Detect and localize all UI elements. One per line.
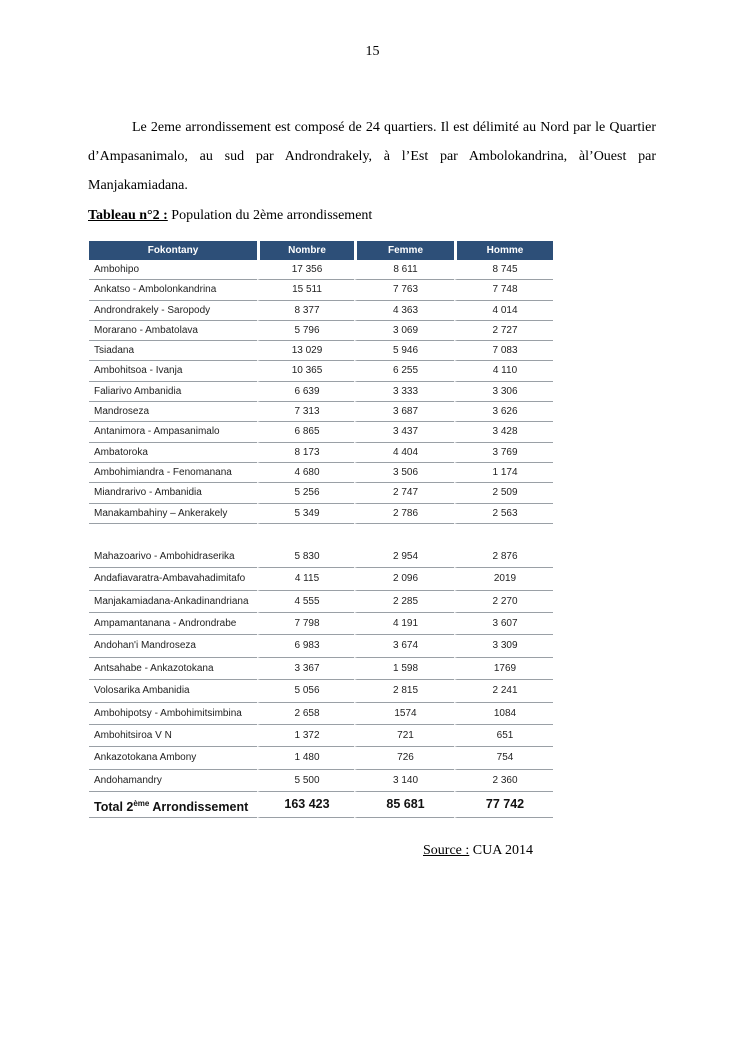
fokontany-cell: Miandrarivo - Ambanidia [89, 483, 257, 503]
nombre-cell: 10 365 [257, 361, 354, 381]
femme-cell: 5 946 [354, 341, 454, 361]
femme-cell: 726 [354, 747, 454, 769]
nombre-cell: 5 500 [257, 770, 354, 792]
fokontany-cell: Ambohitsoa - Ivanja [89, 361, 257, 381]
total-femme: 85 681 [354, 792, 454, 818]
femme-cell: 7 763 [354, 280, 454, 300]
fokontany-cell: Androndrakely - Saropody [89, 301, 257, 321]
population-table [89, 241, 553, 818]
table-row [89, 568, 553, 590]
fokontany-cell: Ampamantanana - Androndrabe [89, 613, 257, 635]
source-label: Source : [423, 843, 470, 858]
nombre-cell: 5 056 [257, 680, 354, 702]
table-row [89, 703, 553, 725]
fokontany-cell: Manjakamiadana-Ankadinandriana [89, 591, 257, 613]
homme-cell: 2 509 [454, 483, 553, 503]
table-row [89, 443, 553, 463]
femme-cell: 3 333 [354, 382, 454, 402]
homme-cell: 754 [454, 747, 553, 769]
fokontany-cell: Ambohipotsy - Ambohimitsimbina [89, 703, 257, 725]
table-row [89, 635, 553, 657]
table-row [89, 402, 553, 422]
homme-cell: 1769 [454, 658, 553, 680]
fokontany-cell: Ankazotokana Ambony [89, 747, 257, 769]
page-number: 15 [365, 44, 380, 59]
nombre-cell: 5 349 [257, 504, 354, 524]
fokontany-cell: Volosarika Ambanidia [89, 680, 257, 702]
table-row [89, 422, 553, 442]
nombre-cell: 5 256 [257, 483, 354, 503]
femme-cell: 3 506 [354, 463, 454, 483]
homme-cell: 4 014 [454, 301, 553, 321]
caption-label: Tableau n°2 : [88, 208, 168, 223]
header-homme: Homme [454, 241, 553, 260]
nombre-cell: 5 830 [257, 546, 354, 568]
homme-cell: 2 270 [454, 591, 553, 613]
fokontany-cell: Morarano - Ambatolava [89, 321, 257, 341]
homme-cell: 2 727 [454, 321, 553, 341]
nombre-cell: 8 173 [257, 443, 354, 463]
fokontany-cell: Tsiadana [89, 341, 257, 361]
nombre-cell: 6 865 [257, 422, 354, 442]
table-row [89, 260, 553, 280]
nombre-cell: 8 377 [257, 301, 354, 321]
femme-cell: 3 140 [354, 770, 454, 792]
header-fokontany: Fokontany [89, 241, 257, 260]
homme-cell: 8 745 [454, 260, 553, 280]
homme-cell: 1 174 [454, 463, 553, 483]
femme-cell: 3 437 [354, 422, 454, 442]
nombre-cell: 7 313 [257, 402, 354, 422]
homme-cell: 651 [454, 725, 553, 747]
nombre-cell: 13 029 [257, 341, 354, 361]
nombre-cell: 6 639 [257, 382, 354, 402]
fokontany-cell: Ambatoroka [89, 443, 257, 463]
source-text: CUA 2014 [469, 843, 534, 858]
homme-cell: 2 360 [454, 770, 553, 792]
total-row [89, 792, 553, 818]
femme-cell: 3 069 [354, 321, 454, 341]
total-homme: 77 742 [454, 792, 553, 818]
table-header [89, 241, 553, 260]
fokontany-cell: Antanimora - Ampasanimalo [89, 422, 257, 442]
total-nombre: 163 423 [257, 792, 354, 818]
table-row [89, 680, 553, 702]
table-spacer [89, 524, 553, 546]
nombre-cell: 15 511 [257, 280, 354, 300]
femme-cell: 6 255 [354, 361, 454, 381]
femme-cell: 721 [354, 725, 454, 747]
table-row [89, 321, 553, 341]
fokontany-cell: Manakambahiny – Ankerakely [89, 504, 257, 524]
femme-cell: 2 786 [354, 504, 454, 524]
homme-cell: 2 876 [454, 546, 553, 568]
femme-cell: 2 096 [354, 568, 454, 590]
fokontany-cell: Ambohitsiroa V N [89, 725, 257, 747]
caption-text: Population du 2ème arrondissement [167, 208, 373, 223]
header-nombre: Nombre [257, 241, 354, 260]
intro-paragraph: Le 2eme arrondissement est composé de 24 quartiers. Il est délimité au Nord par le Quartier d’Ampasanimalo, au sud par Androndrakely, à l’Est par Ambolokandrina, àl’Ouest par Manjakamiadana. [88, 120, 656, 193]
fokontany-cell: Antsahabe - Ankazotokana [89, 658, 257, 680]
source-note [423, 843, 533, 859]
homme-cell: 3 306 [454, 382, 553, 402]
fokontany-cell: Ambohimiandra - Fenomanana [89, 463, 257, 483]
nombre-cell: 1 372 [257, 725, 354, 747]
homme-cell: 3 309 [454, 635, 553, 657]
nombre-cell: 4 555 [257, 591, 354, 613]
nombre-cell: 6 983 [257, 635, 354, 657]
fokontany-cell: Faliarivo Ambanidia [89, 382, 257, 402]
table-row [89, 546, 553, 568]
table-row [89, 591, 553, 613]
homme-cell: 7 748 [454, 280, 553, 300]
homme-cell: 2019 [454, 568, 553, 590]
femme-cell: 1574 [354, 703, 454, 725]
nombre-cell: 1 480 [257, 747, 354, 769]
homme-cell: 3 626 [454, 402, 553, 422]
homme-cell: 3 607 [454, 613, 553, 635]
femme-cell: 4 404 [354, 443, 454, 463]
total-label: Total 2ème Arrondissement [89, 792, 257, 818]
homme-cell: 7 083 [454, 341, 553, 361]
header-femme: Femme [354, 241, 454, 260]
fokontany-cell: Ankatso - Ambolonkandrina [89, 280, 257, 300]
homme-cell: 3 428 [454, 422, 553, 442]
nombre-cell: 17 356 [257, 260, 354, 280]
homme-cell: 2 563 [454, 504, 553, 524]
homme-cell: 1084 [454, 703, 553, 725]
table-body-bottom [89, 546, 553, 792]
femme-cell: 3 687 [354, 402, 454, 422]
table-row [89, 770, 553, 792]
table-row [89, 504, 553, 524]
femme-cell: 8 611 [354, 260, 454, 280]
nombre-cell: 4 115 [257, 568, 354, 590]
femme-cell: 2 747 [354, 483, 454, 503]
homme-cell: 2 241 [454, 680, 553, 702]
femme-cell: 1 598 [354, 658, 454, 680]
table-row [89, 341, 553, 361]
table-row [89, 658, 553, 680]
homme-cell: 4 110 [454, 361, 553, 381]
femme-cell: 2 954 [354, 546, 454, 568]
table-row [89, 463, 553, 483]
table-row [89, 483, 553, 503]
table-row [89, 747, 553, 769]
nombre-cell: 2 658 [257, 703, 354, 725]
table-caption [88, 208, 372, 224]
fokontany-cell: Mandroseza [89, 402, 257, 422]
fokontany-cell: Mahazoarivo - Ambohidraserika [89, 546, 257, 568]
femme-cell: 3 674 [354, 635, 454, 657]
table-row [89, 280, 553, 300]
nombre-cell: 3 367 [257, 658, 354, 680]
nombre-cell: 4 680 [257, 463, 354, 483]
fokontany-cell: Ambohipo [89, 260, 257, 280]
table-row [89, 382, 553, 402]
femme-cell: 2 285 [354, 591, 454, 613]
femme-cell: 2 815 [354, 680, 454, 702]
homme-cell: 3 769 [454, 443, 553, 463]
femme-cell: 4 191 [354, 613, 454, 635]
femme-cell: 4 363 [354, 301, 454, 321]
table-row [89, 725, 553, 747]
nombre-cell: 7 798 [257, 613, 354, 635]
fokontany-cell: Andohan'i Mandroseza [89, 635, 257, 657]
table-row [89, 361, 553, 381]
table-row [89, 613, 553, 635]
nombre-cell: 5 796 [257, 321, 354, 341]
table-body-top [89, 260, 553, 524]
table-row [89, 301, 553, 321]
fokontany-cell: Andafiavaratra-Ambavahadimitafo [89, 568, 257, 590]
fokontany-cell: Andohamandry [89, 770, 257, 792]
